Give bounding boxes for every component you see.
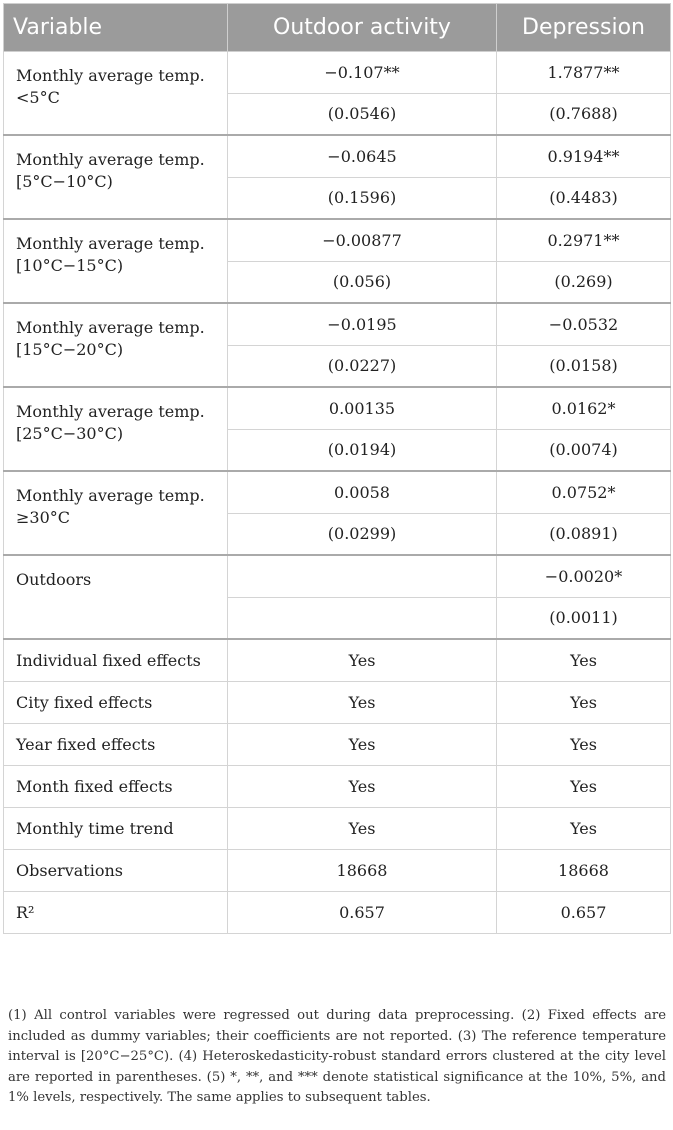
row-label-line1: Monthly average temp.: [16, 402, 205, 421]
row-label: Month fixed effects: [4, 766, 228, 808]
outdoor-std-error: (0.056): [228, 262, 497, 304]
depression-std-error: (0.7688): [497, 94, 671, 136]
row-label-line2: [25°C−30°C): [16, 424, 124, 443]
row-label-line2: [5°C−10°C): [16, 172, 113, 191]
depression-value: Yes: [497, 639, 671, 682]
outdoor-coefficient: 0.0058: [228, 471, 497, 514]
outdoor-coefficient: [228, 555, 497, 598]
depression-coefficient: 1.7877**: [497, 52, 671, 94]
outdoor-value: Yes: [228, 639, 497, 682]
outdoor-coefficient: 0.00135: [228, 387, 497, 430]
table-row: [4, 808, 671, 850]
outdoor-std-error: (0.0194): [228, 430, 497, 472]
outdoor-value: Yes: [228, 682, 497, 724]
regression-table: [3, 3, 671, 934]
outdoor-std-error: (0.0227): [228, 346, 497, 388]
depression-value: Yes: [497, 724, 671, 766]
outdoor-value: Yes: [228, 766, 497, 808]
depression-value: 18668: [497, 850, 671, 892]
outdoor-std-error: (0.0546): [228, 94, 497, 136]
depression-value: Yes: [497, 808, 671, 850]
table-row: [4, 219, 671, 262]
outdoor-std-error: (0.0299): [228, 514, 497, 556]
table-row: [4, 724, 671, 766]
outdoor-coefficient: −0.107**: [228, 52, 497, 94]
depression-std-error: (0.0158): [497, 346, 671, 388]
table-footnote: (1) All control variables were regressed out during data preprocessing. (2) Fixed effects are included as dummy variables; their coefficients are not reported. (3) The reference temperature interval is [20°C−25°C). (4) Heteroskedasticity-robust standard errors clustered at the city level are reported in parentheses. (5) *, **, and *** denote statistical significance at the 10%, 5%, and 1% levels, respectively. The same applies to subsequent tables.: [8, 1008, 666, 1106]
row-label-line2: <5°C: [16, 88, 60, 107]
row-label: [4, 471, 228, 555]
header-depression: Depression: [497, 4, 671, 52]
table-row: [4, 850, 671, 892]
depression-std-error: (0.269): [497, 262, 671, 304]
row-label-line1: Monthly average temp.: [16, 318, 205, 337]
table-row: [4, 555, 671, 598]
table-row: [4, 303, 671, 346]
row-label: [4, 303, 228, 387]
depression-coefficient: 0.2971**: [497, 219, 671, 262]
row-label: Individual fixed effects: [4, 639, 228, 682]
table-row: [4, 387, 671, 430]
table-row: [4, 471, 671, 514]
depression-coefficient: 0.0162*: [497, 387, 671, 430]
header-row: [4, 4, 671, 52]
table-row: [4, 639, 671, 682]
outdoor-coefficient: −0.0195: [228, 303, 497, 346]
row-label-line2: ≥30°C: [16, 508, 71, 527]
depression-std-error: (0.4483): [497, 178, 671, 220]
table-row: [4, 682, 671, 724]
depression-std-error: (0.0891): [497, 514, 671, 556]
outdoor-value: 18668: [228, 850, 497, 892]
row-label-line1: Monthly average temp.: [16, 234, 205, 253]
table-row: [4, 892, 671, 934]
depression-value: 0.657: [497, 892, 671, 934]
outdoor-coefficient: −0.0645: [228, 135, 497, 178]
row-label: [4, 219, 228, 303]
outdoor-value: 0.657: [228, 892, 497, 934]
outdoor-value: Yes: [228, 724, 497, 766]
row-label: Year fixed effects: [4, 724, 228, 766]
row-label-line1: Monthly average temp.: [16, 486, 205, 505]
row-label: Observations: [4, 850, 228, 892]
row-label: R²: [4, 892, 228, 934]
header-outdoor-activity: Outdoor activity: [228, 4, 497, 52]
depression-value: Yes: [497, 766, 671, 808]
row-label-line2: [15°C−20°C): [16, 340, 124, 359]
outdoor-std-error: (0.1596): [228, 178, 497, 220]
depression-coefficient: 0.0752*: [497, 471, 671, 514]
depression-std-error: (0.0011): [497, 598, 671, 640]
row-label: City fixed effects: [4, 682, 228, 724]
depression-coefficient: −0.0020*: [497, 555, 671, 598]
outdoor-std-error: [228, 598, 497, 640]
row-label-line1: Monthly average temp.: [16, 150, 205, 169]
table-row: [4, 52, 671, 94]
outdoor-coefficient: −0.00877: [228, 219, 497, 262]
depression-coefficient: −0.0532: [497, 303, 671, 346]
depression-std-error: (0.0074): [497, 430, 671, 472]
depression-value: Yes: [497, 682, 671, 724]
table-row: [4, 135, 671, 178]
row-label: [4, 387, 228, 471]
table-row: [4, 766, 671, 808]
row-label: Outdoors: [4, 555, 228, 639]
row-label: [4, 135, 228, 219]
outdoor-value: Yes: [228, 808, 497, 850]
row-label: [4, 52, 228, 136]
row-label: Monthly time trend: [4, 808, 228, 850]
depression-coefficient: 0.9194**: [497, 135, 671, 178]
row-label-line2: [10°C−15°C): [16, 256, 124, 275]
row-label-line1: Monthly average temp.: [16, 66, 205, 85]
header-variable: Variable: [4, 4, 228, 52]
